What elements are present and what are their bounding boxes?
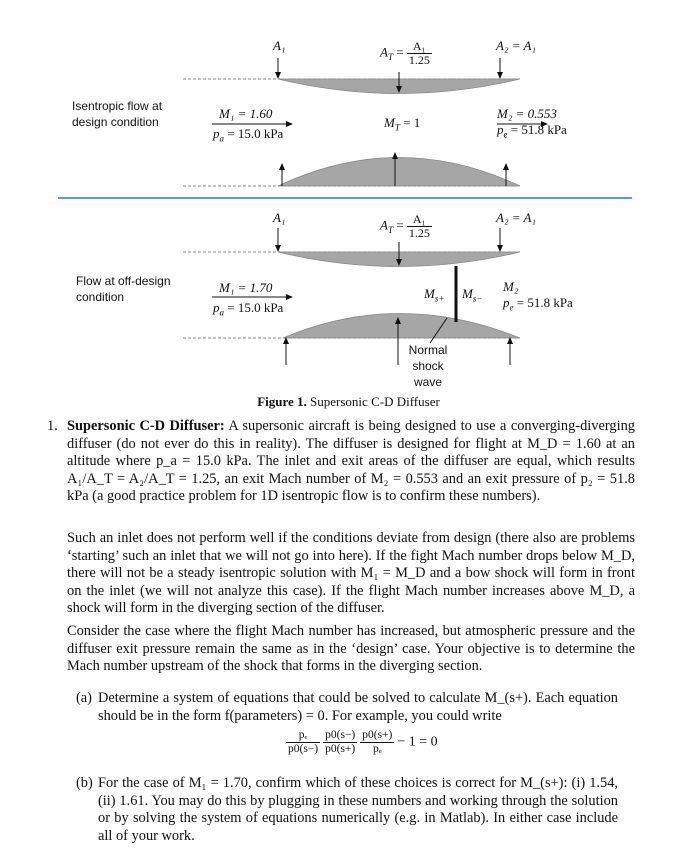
figure-caption: Figure 1. Supersonic C-D Diffuser (257, 394, 440, 409)
example-equation: $\frac{\text{pₑ}}{p0(s-)}$ $\frac{p0(s-)}{p0(s+)}$ $\frac{p0(s+)}{\text{pₑ}}$ − 1 = 0 (288, 729, 438, 755)
problem-paragraph-1 (67, 418, 635, 506)
bottom-exit-area-label: A₂ = A₁ (496, 210, 536, 225)
diffuser-figure (0, 0, 697, 400)
top-pa-label: $p_a = 15.0$ kPa (213, 126, 284, 144)
shock-label: Normal shock wave (408, 343, 448, 389)
top-mt-label: $M_T = 1$ (384, 115, 421, 133)
bottom-throat-area-label: $A_T$ = $\frac{\text{A₁}}{1.25}$ (380, 212, 430, 240)
top-m1-label: M₁ = 1.60 (219, 106, 273, 121)
top-m2-label: M₂ = 0.553 (497, 106, 557, 121)
bottom-pa-label: $p_a = 15.0$ kPa (213, 300, 284, 318)
bottom-m2-label: M₂ (503, 279, 519, 294)
top-side-label: Isentropic flow at design condition (72, 99, 163, 129)
part-b-label: (b) (76, 775, 93, 791)
problem-paragraph-2: Such an inlet does not perform well if the conditions deviate from design (there also are problems ‘starting’ such an inlet that we will not go into here). If the fight Mach number drops below M_D, there will not be a steady isentropic solution with M₁ = M_D and a bow shock will form in front on the inlet (we will not analyze this case). If the flight Mach number increases above M_D, a shock will form in the diverging section of the diffuser. (67, 530, 635, 617)
bottom-side-label: Flow at off-design condition (76, 274, 171, 304)
diffuser-diagram (0, 0, 697, 400)
part-b-text: For the case of M₁ = 1.70, confirm which of these choices is correct for M_(s+): (i) 1.54, (ii) 1.61. You may do this by plugging in these numbers and working through the solution or by solving the system of equations numerically (e.g. in Matlab). In either case include all of your work. (98, 775, 618, 844)
para1-text: A supersonic aircraft is being designed to use a converging-diverging diffuser (do not ever do this in reality). The diffuser is designed for flight at M_D = 1.60 at an altitude where p_a = 15.0 kPa. The inlet and exit areas of the diffuser are equal, which results A₁/A_T = A₂/A_T = 1.25, an exit Mach number of M₂ = 0.553 and an exit pressure of p₂ = 51.8 kPa (a good practice problem for 1D isentropic flow is to confirm these numbers). (67, 418, 635, 505)
bottom-inlet-area-label: A₁ (273, 210, 286, 225)
bottom-m1-label: M₁ = 1.70 (219, 280, 273, 295)
bottom-pe-label: $p_e = 51.8$ kPa (503, 295, 573, 313)
top-pe-label: $p_e = 51.8$ kPa (497, 122, 567, 140)
top-lower-wall (278, 158, 520, 187)
top-exit-area-label: A₂ = A₁ (496, 38, 536, 53)
part-a-text: Determine a system of equations that could be solved to calculate M_(s+). Each equation should be in the form f(parameters) = 0. For example, you could write (98, 690, 618, 724)
problem-title: Supersonic C-D Diffuser: (67, 418, 225, 434)
part-a-label: (a) (76, 690, 92, 706)
problem-number: 1. (47, 418, 58, 434)
bottom-ms-minus-label: $M_{s-}$ (462, 286, 483, 304)
top-throat-area-label: $A_T$ = $\frac{\text{A₁}}{1.25}$ (380, 39, 430, 67)
top-inlet-area-label: A₁ (273, 38, 286, 53)
bottom-ms-plus-label: $M_{s+}$ (424, 286, 445, 304)
problem-paragraph-3: Consider the case where the flight Mach number has increased, but atmospheric pressure and the diffuser exit pressure remain the same as in the ‘design’ case. Your objective is to determine the Mach number upstream of the shock that forms in the diverging section. (67, 623, 635, 675)
bottom-lower-wall (283, 314, 520, 339)
